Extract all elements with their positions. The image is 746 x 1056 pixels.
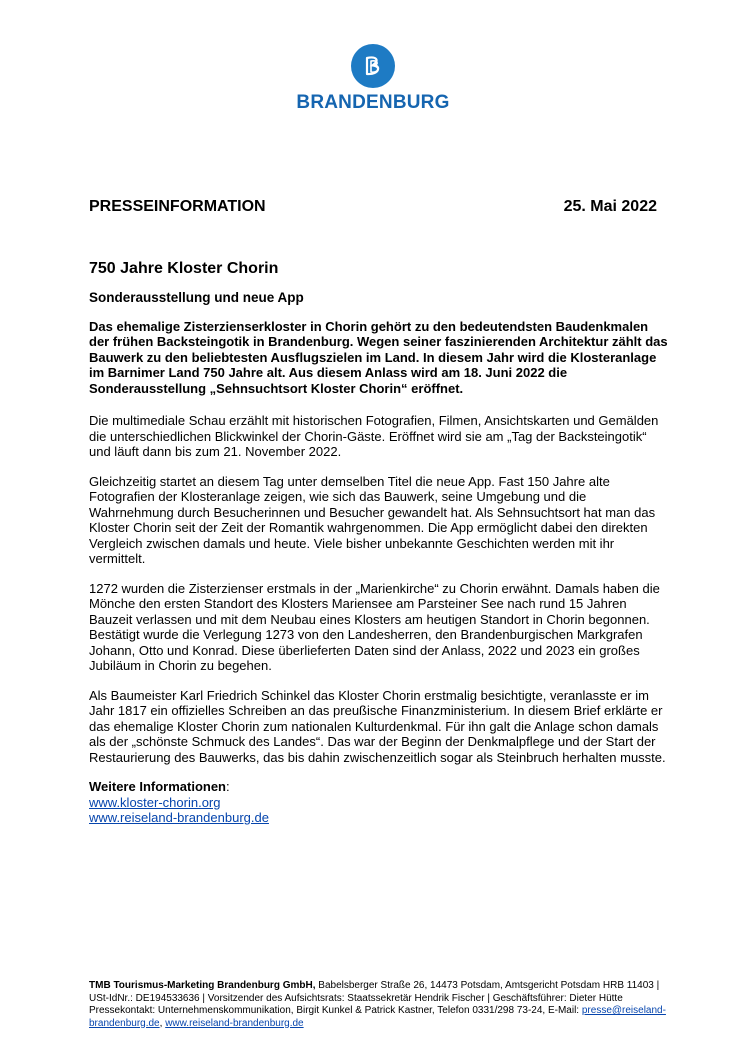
footer-email-link[interactable]: presse@reiseland-brandenburg.de	[89, 1005, 666, 1029]
footer	[89, 980, 669, 1030]
article-paragraph: Als Baumeister Karl Friedrich Schinkel das Kloster Chorin erstmalig besichtigte, veranlasste er im Jahr 1817 ein offizielles Schreiben an das preußische Finanzministerium. In diesem Brief erklärte er das ehemalige Kloster Chorin zum nationalen Kulturdenkmal. Für ihn galt die Anlage schon damals als der „schönste Schmuck des Landes“. Das war der Beginn der Denkmalpflege und der Start der Restaurierung des Bauwerks, das bis dahin zwischenzeitlich sogar als Steinbruch herhalten musste.	[89, 687, 666, 765]
article-paragraph: Die multimediale Schau erzählt mit historischen Fotografien, Filmen, Ansichtskarten und Gemälden die unterschiedlichen Blickwinkel der Chorin-Gäste. Eröffnet wird sie am „Tag der Backsteingotik“ und läuft dann bis zum 21. November 2022.	[89, 413, 659, 459]
more-info-colon: :	[226, 779, 230, 794]
press-label: PRESSEINFORMATION	[89, 198, 266, 215]
press-header	[89, 198, 657, 216]
footer-company: TMB Tourismus-Marketing Brandenburg GmbH,	[89, 980, 316, 991]
article-body	[89, 290, 671, 826]
footer-separator: ,	[159, 1017, 166, 1029]
article-subtitle: Sonderausstellung und neue App	[89, 290, 304, 305]
article-lead: Das ehemalige Zisterzienserkloster in Chorin gehört zu den bedeutendsten Baudenkmalen der frühen Backsteingotik in Brandenburg. Wegen seiner faszinierenden Architektur zählt das Bauwerk zu den beliebtesten Ausflugszielen im Land. In diesem Jahr wird die Klosteranlage im Barnimer Land 750 Jahre alt. Aus diesem Anlass wird am 18. Juni 2022 die Sonderausstellung „Sehnsuchtsort Kloster Chorin“ eröffnet.	[89, 318, 668, 396]
brand-emblem-icon	[351, 44, 395, 88]
press-date: 25. Mai 2022	[563, 198, 657, 215]
link-reiseland-brandenburg[interactable]: www.reiseland-brandenburg.de	[89, 810, 269, 825]
link-kloster-chorin[interactable]: www.kloster-chorin.org	[89, 794, 221, 810]
article-title: 750 Jahre Kloster Chorin	[89, 260, 279, 277]
brand-logo	[0, 44, 746, 114]
footer-details: Babelsberger Straße 26, 14473 Potsdam, Amtsgericht Potsdam HRB 11403 | USt-IdNr.: DE194533636 | Vorsitzender des Aufsichtsrats: Staatssekretär Hendrik Fischer | Geschäftsführer: Dieter Hütte Pressekontakt: Unternehmenskommunikation, Birgit Kunkel & Patrick Kastner, Telefon 0331/298 73-24, E-Mail:	[89, 980, 660, 1016]
more-info	[89, 779, 671, 826]
more-info-label: Weitere Informationen	[89, 779, 227, 794]
brand-name: BRANDENBURG	[296, 92, 450, 113]
article-paragraph: Gleichzeitig startet an diesem Tag unter demselben Titel die neue App. Fast 150 Jahre alte Fotografien der Klosteranlage zeigen, wie sich das Bauwerk, seine Umgebung und die Wahrnehmung durch Besucherinnen und Besucher gewandelt hat. Als Sehnsuchtsort hat man das Kloster Chorin seit der Zeit der Romantik wahrgenommen. Die App ermöglicht dabei den direkten Vergleich zwischen damals und heute. Viele bisher unbekannte Geschichten werden mit ihr vermittelt.	[89, 473, 656, 566]
footer-website-link[interactable]: www.reiseland-brandenburg.de	[165, 1017, 304, 1029]
article-paragraph: 1272 wurden die Zisterzienser erstmals in der „Marienkirche“ zu Chorin erwähnt. Damals haben die Mönche den ersten Standort des Klosters Mariensee am Parsteiner See nach rund 15 Jahren Bauzeit verlassen und mit dem Neubau eines Klosters am heutigen Standort in Chorin begonnen. Bestätigt wurde die Verlegung 1273 von den Landesherren, den Brandenburgischen Markgrafen Johann, Otto und Konrad. Diese überlieferten Daten sind der Anlass, 2022 und 2023 ein großes Jubiläum in Chorin zu begehen.	[89, 580, 660, 673]
